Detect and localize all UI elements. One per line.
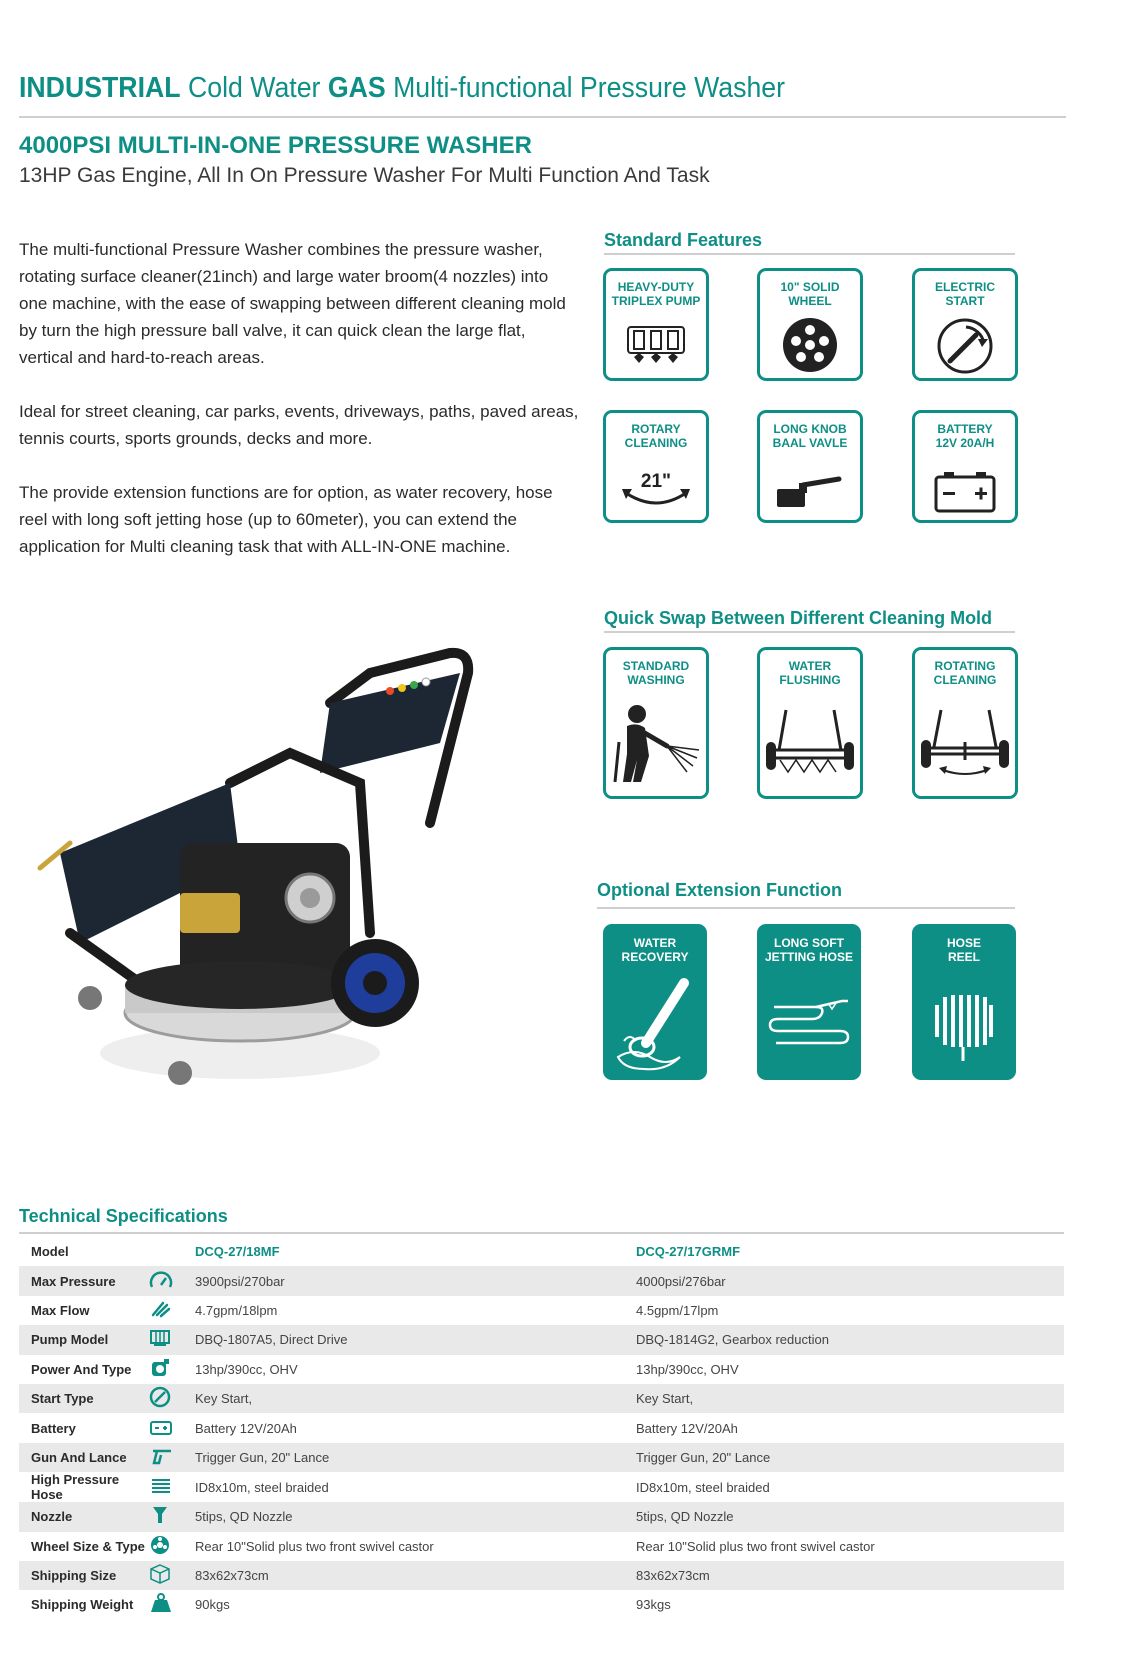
weight-icon	[149, 1590, 195, 1619]
hose-icon	[149, 1472, 195, 1502]
mode-card-standard-washing	[603, 647, 709, 799]
spec-value-model-1: 13hp/390cc, OHV	[195, 1361, 298, 1377]
spec-value-model-1: Key Start,	[195, 1391, 253, 1407]
feature-label: ROTARY CLEANING	[624, 422, 688, 450]
title-bold-industrial: INDUSTRIAL	[19, 72, 181, 104]
spec-value-model-2: 83x62x73cm	[636, 1568, 710, 1584]
option-label: WATER RECOVERY	[621, 936, 689, 964]
feature-label: ELECTRIC START	[935, 280, 995, 308]
spec-value-model-2: 4000psi/276bar	[636, 1273, 726, 1289]
wheel-icon	[782, 317, 838, 373]
ball-valve-icon	[773, 471, 847, 511]
wheel-icon	[149, 1532, 195, 1561]
spec-row	[19, 1296, 1064, 1325]
spec-value-model-2: 13hp/390cc, OHV	[636, 1361, 739, 1377]
pressure-washer-image	[30, 633, 530, 1103]
title-bold-gas: GAS	[327, 72, 386, 104]
quick-swap-title: Quick Swap Between Different Cleaning Mold	[604, 608, 993, 628]
spec-label: Max Pressure	[31, 1273, 116, 1289]
spec-row	[19, 1590, 1064, 1619]
title-regular-2: Multi-functional Pressure Washer	[393, 72, 786, 104]
feature-card-ball-valve	[757, 410, 863, 523]
pump-icon	[149, 1325, 195, 1354]
feature-label: BATTERY 12V 20A/H	[935, 422, 995, 450]
feature-label: LONG KNOB BAAL VAVLE	[772, 422, 848, 450]
mode-label: STANDARD WASHING	[622, 659, 690, 687]
spec-label: Model	[31, 1244, 69, 1260]
spec-row	[19, 1472, 1064, 1502]
box-icon	[149, 1561, 195, 1590]
spec-value-model-1: 3900psi/270bar	[195, 1273, 285, 1289]
feature-label: 10" SOLID WHEEL	[780, 280, 840, 308]
spec-value-model-1: Trigger Gun, 20" Lance	[195, 1449, 330, 1465]
option-card-jetting-hose	[757, 924, 861, 1080]
option-card-water-recovery	[603, 924, 707, 1080]
spec-value-model-2: 4.5gpm/17lpm	[636, 1302, 719, 1318]
spec-label: Power And Type	[31, 1361, 132, 1377]
spec-table	[19, 1237, 1064, 1620]
spec-label: Max Flow	[31, 1302, 90, 1318]
spec-divider	[19, 1232, 1064, 1234]
feature-card-battery	[912, 410, 1018, 523]
spec-value-model-2: Rear 10"Solid plus two front swivel castor	[636, 1538, 875, 1554]
feature-card-triplex-pump	[603, 268, 709, 381]
spec-row	[19, 1443, 1064, 1472]
spec-row	[19, 1561, 1064, 1590]
header-divider	[19, 116, 1066, 118]
spec-value-model-2: ID8x10m, steel braided	[636, 1479, 770, 1495]
intro-text	[19, 236, 579, 587]
spec-row	[19, 1325, 1064, 1354]
feature-card-rotary-cleaning	[603, 410, 709, 523]
person-washing-icon	[609, 702, 703, 788]
spec-value-model-1: 5tips, QD Nozzle	[195, 1509, 293, 1525]
spec-label: High Pressure Hose	[31, 1472, 120, 1503]
spec-value-model-1: Rear 10"Solid plus two front swivel castor	[195, 1538, 434, 1554]
spec-row	[19, 1413, 1064, 1442]
intro-paragraph-3: The provide extension functions are for option, as water recovery, hose reel with long soft jetting hose (up to 60meter), you can extend the application for Multi cleaning task that with ALL-IN-ONE machine.	[19, 483, 553, 556]
spec-row	[19, 1266, 1064, 1295]
mode-label: WATER FLUSHING	[779, 659, 841, 687]
spec-value-model-2: Battery 12V/20Ah	[636, 1420, 738, 1436]
option-label: HOSE REEL	[946, 936, 981, 964]
spec-label: Wheel Size & Type	[31, 1538, 145, 1554]
spec-row	[19, 1384, 1064, 1413]
spec-value-model-1: 90kgs	[195, 1597, 230, 1613]
spec-value-model-2: DBQ-1814G2, Gearbox reduction	[636, 1332, 829, 1348]
surface-cleaner-icon	[917, 706, 1013, 782]
spec-label: Shipping Size	[31, 1568, 117, 1584]
intro-paragraph-1: The multi-functional Pressure Washer combines the pressure washer, rotating surface cleaner(21inch) and large water broom(4 nozzles) into one machine, with the ease of swapping between different cleaning mold by turn the high pressure ball valve, it can quick clean the large flat, vertical and hard-to-reach areas.	[19, 240, 566, 367]
spec-label: Gun And Lance	[31, 1449, 127, 1465]
battery-icon	[149, 1413, 195, 1442]
water-recovery-icon	[610, 977, 700, 1073]
jetting-hose-icon	[766, 993, 852, 1053]
page-header	[19, 70, 1069, 106]
spec-value-model-2: DCQ-27/17GRMF	[636, 1244, 741, 1260]
option-label: LONG SOFT JETTING HOSE	[764, 936, 853, 964]
spec-title: Technical Specifications	[19, 1206, 228, 1226]
rotary-size-badge: 21"	[640, 471, 672, 492]
spec-label: Battery	[31, 1420, 76, 1436]
engine-icon	[149, 1355, 195, 1384]
spec-value-model-2: Trigger Gun, 20" Lance	[636, 1449, 771, 1465]
spec-value-model-2: 93kgs	[636, 1597, 671, 1613]
spec-label: Nozzle	[31, 1509, 73, 1525]
feature-card-electric-start	[912, 268, 1018, 381]
standard-features-divider	[604, 253, 1015, 255]
spec-value-model-1: DCQ-27/18MF	[195, 1244, 280, 1260]
mode-card-water-flushing	[757, 647, 863, 799]
mode-label: ROTATING CLEANING	[933, 659, 997, 687]
spec-row	[19, 1502, 1064, 1531]
spec-label: Start Type	[31, 1391, 94, 1407]
spec-value-model-2: Key Start,	[636, 1391, 694, 1407]
flow-icon	[149, 1296, 195, 1325]
spec-value-model-1: 4.7gpm/18lpm	[195, 1302, 278, 1318]
spec-value-model-1: DBQ-1807A5, Direct Drive	[195, 1332, 348, 1348]
page-title	[19, 70, 985, 106]
rotary-icon	[620, 483, 692, 511]
intro-paragraph-2: Ideal for street cleaning, car parks, events, driveways, paths, paved areas, tennis courts, sports grounds, decks and more.	[19, 402, 579, 448]
spec-value-model-1: ID8x10m, steel braided	[195, 1479, 329, 1495]
spec-icon-empty	[149, 1237, 195, 1266]
spec-row	[19, 1355, 1064, 1384]
feature-card-solid-wheel	[757, 268, 863, 381]
product-subheading	[19, 132, 710, 188]
nozzle-icon	[149, 1502, 195, 1531]
spec-label: Pump Model	[31, 1332, 109, 1348]
option-card-hose-reel	[912, 924, 1016, 1080]
battery-icon	[932, 469, 998, 515]
hose-reel-icon	[929, 983, 999, 1063]
product-headline: 4000PSI MULTI-IN-ONE PRESSURE WASHER	[19, 132, 532, 159]
spec-header-row	[19, 1237, 1064, 1266]
quick-swap-divider	[604, 631, 1015, 633]
optional-extension-title: Optional Extension Function	[597, 880, 842, 900]
feature-label: HEAVY-DUTY TRIPLEX PUMP	[611, 280, 701, 308]
electric-start-icon	[936, 317, 994, 375]
spec-label: Shipping Weight	[31, 1597, 134, 1613]
spec-value-model-1: Battery 12V/20Ah	[195, 1420, 297, 1436]
standard-features-title: Standard Features	[604, 230, 763, 250]
spec-row	[19, 1532, 1064, 1561]
triplex-pump-icon	[624, 323, 688, 365]
optional-extension-divider	[597, 907, 1015, 909]
title-regular-1: Cold Water	[187, 72, 321, 104]
water-broom-icon	[762, 706, 858, 782]
spec-value-model-1: 83x62x73cm	[195, 1568, 269, 1584]
mode-card-rotating-cleaning	[912, 647, 1018, 799]
spec-value-model-2: 5tips, QD Nozzle	[636, 1509, 734, 1525]
product-subline: 13HP Gas Engine, All In On Pressure Washer For Multi Function And Task	[19, 164, 710, 187]
gun-icon	[149, 1443, 195, 1472]
start-icon	[149, 1384, 195, 1413]
gauge-icon	[149, 1266, 195, 1295]
